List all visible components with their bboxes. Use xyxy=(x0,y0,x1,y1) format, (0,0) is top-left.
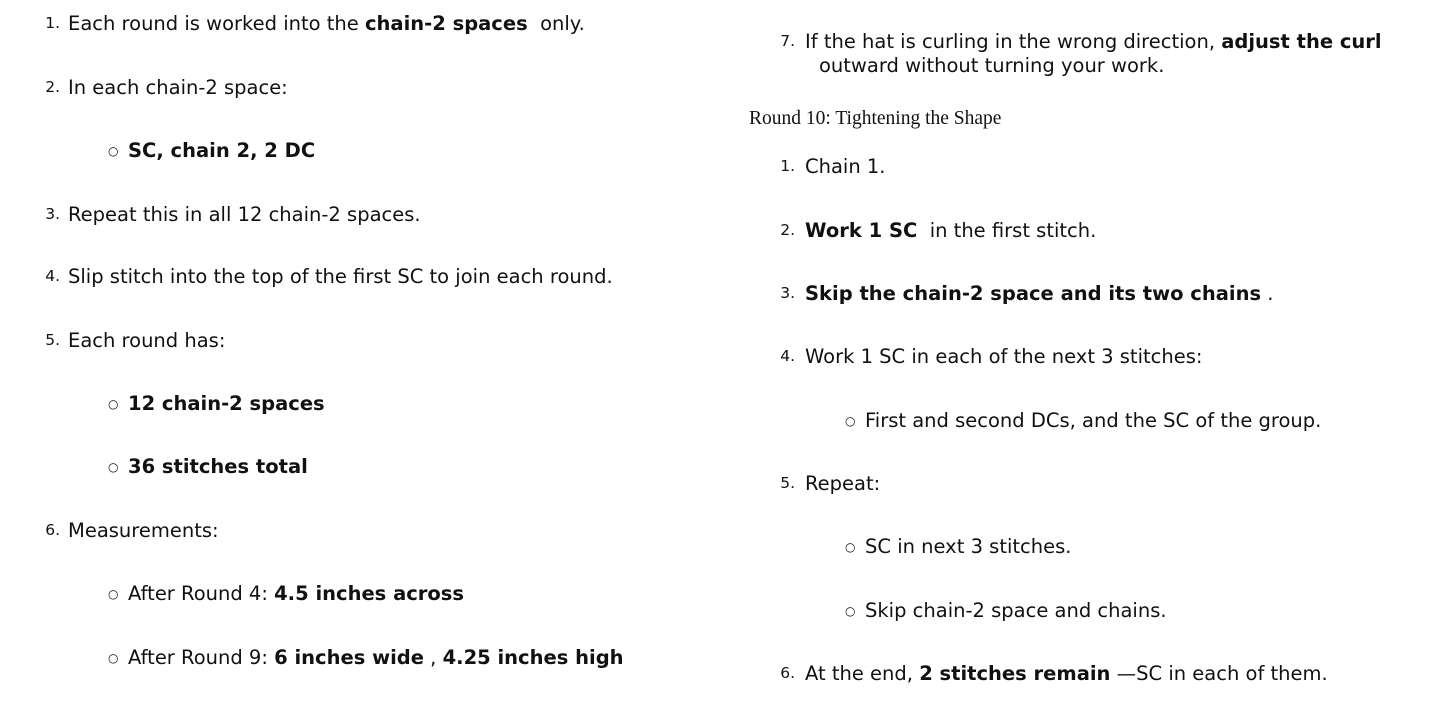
list-text: Work 1 SC in the first stitch. xyxy=(805,219,1097,242)
list-text: Repeat: xyxy=(805,472,881,495)
list-text: At the end, 2 stitches remain —SC in each of them. xyxy=(805,662,1328,685)
sub-list-text: 36 stitches total xyxy=(128,455,308,478)
list-text: Skip the chain-2 space and its two chains . xyxy=(805,282,1274,305)
list-number: 3. xyxy=(45,205,60,223)
bullet-icon: ○ xyxy=(108,587,119,601)
list-text: Repeat this in all 12 chain-2 spaces. xyxy=(68,203,421,226)
bullet-icon: ○ xyxy=(108,651,119,665)
list-number: 6. xyxy=(45,521,60,539)
list-text: Chain 1. xyxy=(805,155,886,178)
bullet-icon: ○ xyxy=(108,144,119,158)
sub-list-text: Skip chain-2 space and chains. xyxy=(865,599,1167,622)
list-text: If the hat is curling in the wrong direction, adjust the curl xyxy=(805,30,1382,53)
list-number: 3. xyxy=(780,284,795,302)
list-text: Each round has: xyxy=(68,329,226,352)
list-number: 5. xyxy=(780,474,795,492)
list-number: 4. xyxy=(45,267,60,285)
list-number: 5. xyxy=(45,331,60,349)
list-number: 1. xyxy=(780,157,795,175)
list-text: Measurements: xyxy=(68,519,219,542)
list-number: 1. xyxy=(45,14,60,32)
sub-list-text: First and second DCs, and the SC of the group. xyxy=(865,409,1322,432)
sub-list-text: SC in next 3 stitches. xyxy=(865,535,1072,558)
section-heading: Round 10: Tightening the Shape xyxy=(749,108,1002,129)
list-number: 7. xyxy=(780,32,795,50)
sub-list-text: After Round 9: 6 inches wide , 4.25 inches high xyxy=(128,646,624,669)
list-number: 2. xyxy=(780,221,795,239)
bullet-icon: ○ xyxy=(108,460,119,474)
list-number: 2. xyxy=(45,78,60,96)
bullet-icon: ○ xyxy=(108,397,119,411)
sub-list-text: 12 chain-2 spaces xyxy=(128,392,325,415)
sub-list-text: After Round 4: 4.5 inches across xyxy=(128,582,465,605)
bullet-icon: ○ xyxy=(845,414,856,428)
list-text: Slip stitch into the top of the first SC to join each round. xyxy=(68,265,613,288)
list-text-continued: outward without turning your work. xyxy=(819,54,1165,77)
bullet-icon: ○ xyxy=(845,540,856,554)
list-text: Each round is worked into the chain-2 spaces only. xyxy=(68,12,585,35)
list-number: 6. xyxy=(780,664,795,682)
list-text: Work 1 SC in each of the next 3 stitches: xyxy=(805,345,1203,368)
sub-list-text: SC, chain 2, 2 DC xyxy=(128,139,316,162)
list-number: 4. xyxy=(780,347,795,365)
list-text: In each chain-2 space: xyxy=(68,76,288,99)
bullet-icon: ○ xyxy=(845,604,856,618)
